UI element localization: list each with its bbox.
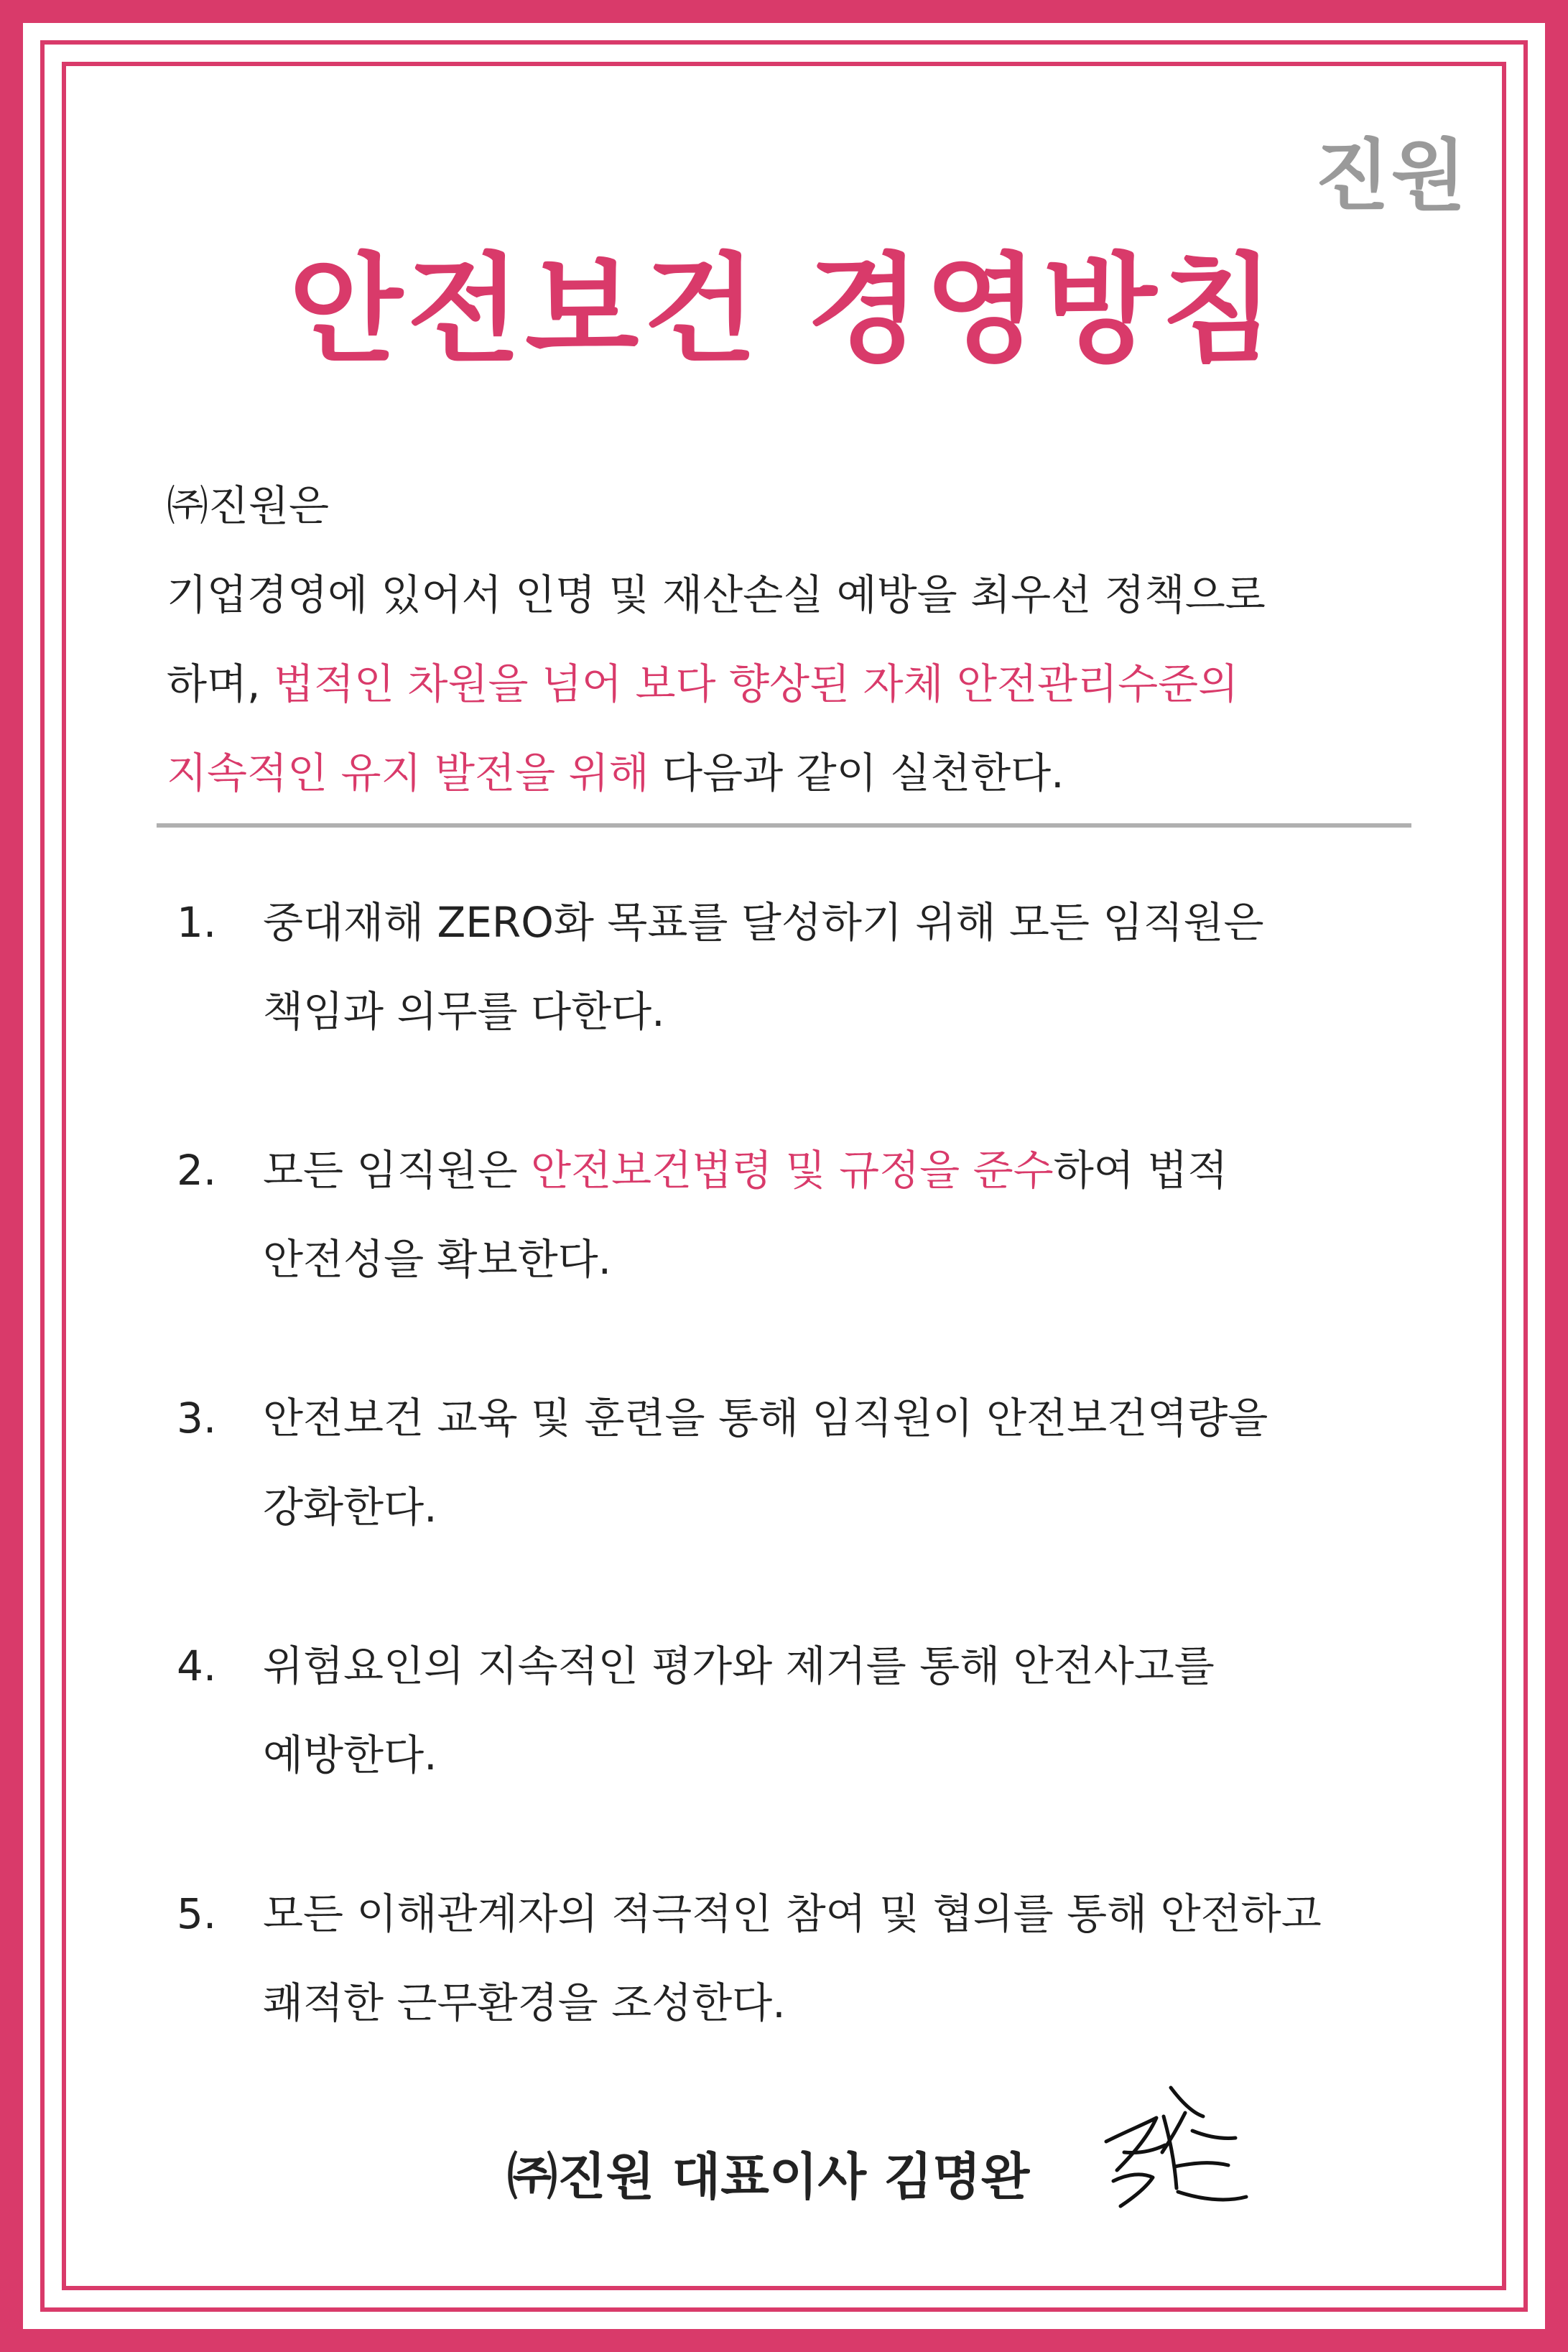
policy-item-text <box>263 1126 1228 1304</box>
intro-line-4 <box>167 728 1460 818</box>
policy-item-number: 1. <box>177 898 217 947</box>
policy-item-line-1-suffix: 하여 법적 <box>1053 1146 1228 1195</box>
policy-item-2 <box>172 1126 1465 1374</box>
policy-item-line-1: 중대재해 ZERO화 목표를 달성하기 위해 모든 임직원은 <box>263 898 1264 947</box>
policy-item-3 <box>172 1374 1465 1621</box>
intro-line-3-highlight: 법적인 차원을 넘어 보다 향상된 자체 안전관리수준의 <box>273 659 1239 708</box>
policy-item-number: 3. <box>177 1394 217 1443</box>
policy-item-line-1: 안전보건 교육 및 훈련을 통해 임직원이 안전보건역량을 <box>263 1394 1268 1443</box>
policy-item-line-1-highlight: 안전보건법령 및 규정을 준수 <box>531 1146 1054 1195</box>
section-divider <box>157 823 1411 828</box>
policy-item-line-2: 책임과 의무를 다한다. <box>263 987 665 1036</box>
signature-text: ㈜진원 대표이사 김명완 <box>507 2147 1030 2206</box>
policy-item-line-2: 강화한다. <box>263 1483 437 1532</box>
policy-item-line-1 <box>263 1126 1228 1215</box>
policy-item-text <box>263 1621 1215 1800</box>
policy-item-line-1: 위험요인의 지속적인 평가와 제거를 통해 안전사고를 <box>263 1642 1215 1690</box>
policy-item-line-2: 쾌적한 근무환경을 조성한다. <box>263 1978 786 2027</box>
policy-item-5 <box>172 1869 1465 2117</box>
handwritten-signature-icon <box>1085 2073 1257 2246</box>
brand-logo-text: 진원 <box>1314 131 1467 221</box>
policy-item-line-1-prefix: 모든 임직원은 <box>263 1146 532 1195</box>
policy-item-text <box>263 1869 1322 2047</box>
policy-item-text <box>263 878 1264 1056</box>
policy-item-number: 4. <box>177 1642 217 1690</box>
intro-line-4-highlight: 지속적인 유지 발전을 위해 <box>167 749 649 797</box>
intro-line-1: ㈜진원은 <box>167 481 330 530</box>
policy-item-number: 5. <box>177 1889 217 1938</box>
policy-item-1 <box>172 878 1465 1126</box>
intro-paragraph <box>167 461 1460 818</box>
intro-line-4-suffix: 다음과 같이 실천한다. <box>649 749 1064 797</box>
intro-line-2: 기업경영에 있어서 인명 및 재산손실 예방을 최우선 정책으로 <box>167 570 1266 619</box>
policy-item-text <box>263 1374 1268 1552</box>
policy-item-line-2: 안전성을 확보한다. <box>263 1235 612 1284</box>
intro-line-3-prefix: 하며, <box>167 659 274 708</box>
policy-item-line-1: 모든 이해관계자의 적극적인 참여 및 협의를 통해 안전하고 <box>263 1889 1322 1938</box>
policy-item-line-2: 예방한다. <box>263 1731 437 1779</box>
policy-item-number: 2. <box>177 1146 217 1195</box>
page-title: 안전보건 경영방침 <box>289 241 1279 379</box>
policy-list <box>172 878 1465 2117</box>
intro-line-3 <box>167 639 1460 728</box>
policy-item-4 <box>172 1621 1465 1869</box>
